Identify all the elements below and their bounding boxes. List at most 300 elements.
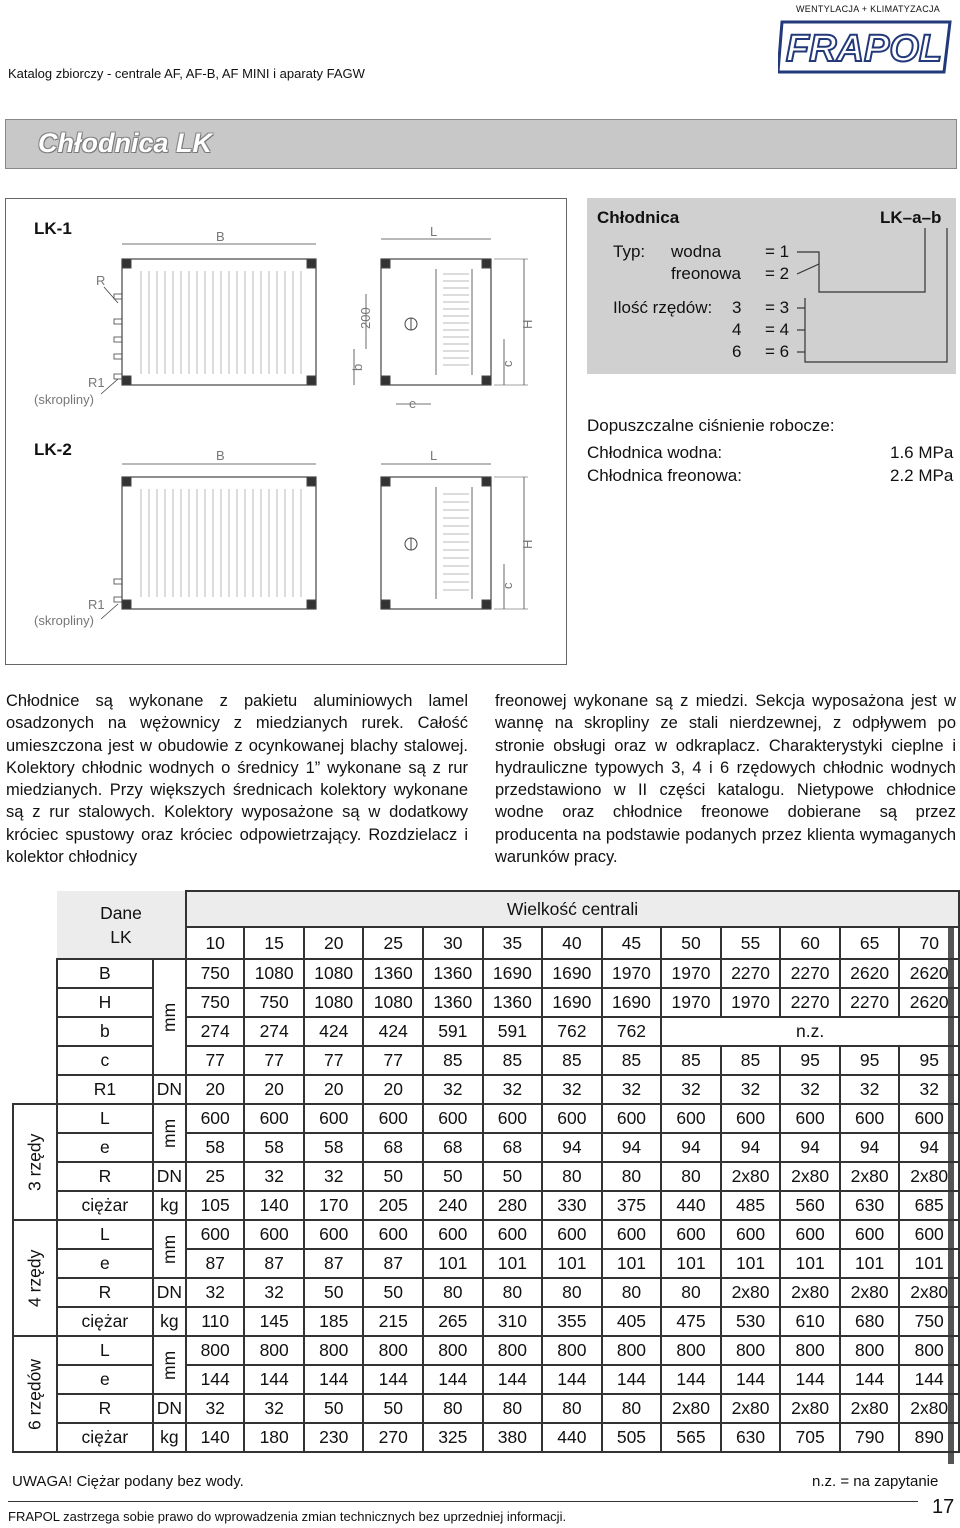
value-cell: 600 bbox=[186, 1220, 244, 1249]
value-cell: 762 bbox=[542, 1017, 602, 1046]
value-cell: 101 bbox=[661, 1249, 721, 1278]
value-cell: 705 bbox=[780, 1423, 840, 1452]
value-cell: 85 bbox=[542, 1046, 602, 1075]
row-unit: DN bbox=[153, 1075, 186, 1104]
value-cell: 144 bbox=[899, 1365, 959, 1394]
value-cell: 94 bbox=[899, 1133, 959, 1162]
value-cell: 32 bbox=[244, 1162, 304, 1191]
value-cell: 2x80 bbox=[661, 1394, 721, 1423]
value-cell: 110 bbox=[186, 1307, 244, 1336]
row-unit: kg bbox=[153, 1423, 186, 1452]
nz-note: n.z. = na zapytanie bbox=[812, 1473, 939, 1490]
rows-option-code: = 3 bbox=[765, 298, 790, 317]
value-cell: 600 bbox=[244, 1220, 304, 1249]
value-cell: 32 bbox=[899, 1075, 959, 1104]
table-row bbox=[13, 1278, 959, 1307]
typ-option-name: wodna bbox=[671, 242, 722, 261]
value-cell: 32 bbox=[602, 1075, 662, 1104]
value-cell: 2x80 bbox=[721, 1162, 781, 1191]
value-cell: 101 bbox=[780, 1249, 840, 1278]
table-row bbox=[13, 1307, 959, 1336]
catalog-title: Katalog zbiorczy - centrale AF, AF-B, AF MINI i aparaty FAGW bbox=[8, 66, 365, 81]
value-cell: 58 bbox=[304, 1133, 364, 1162]
value-cell: 50 bbox=[423, 1162, 483, 1191]
code-box bbox=[587, 198, 956, 374]
value-cell: 80 bbox=[602, 1394, 662, 1423]
rows-option-name: 6 bbox=[732, 342, 742, 361]
value-cell: 2x80 bbox=[780, 1162, 840, 1191]
value-cell: 32 bbox=[244, 1394, 304, 1423]
value-cell: 600 bbox=[602, 1104, 662, 1133]
value-cell: 32 bbox=[840, 1075, 900, 1104]
row-label: ciężar bbox=[57, 1191, 153, 1220]
value-cell: 800 bbox=[899, 1336, 959, 1365]
row-label: e bbox=[57, 1133, 153, 1162]
value-cell: 94 bbox=[780, 1133, 840, 1162]
row-label: L bbox=[57, 1336, 153, 1365]
blank-cell bbox=[13, 1017, 57, 1046]
value-cell: 440 bbox=[542, 1423, 602, 1452]
value-cell: 600 bbox=[721, 1104, 781, 1133]
lk1-front-view bbox=[101, 244, 316, 394]
size-header-cell: 20 bbox=[304, 927, 364, 959]
value-cell: 355 bbox=[542, 1307, 602, 1336]
value-cell: 2620 bbox=[899, 988, 959, 1017]
corner-line1: Dane bbox=[100, 902, 142, 923]
description-col1: Chłodnice są wykonane z pakietu aluminiowych lamel osadzonych na wężownicy z miedzianych rurek. Całość umieszczona jest w obudowie z ocynkowanej blachy stalowej. Kolektory chłodnic wodnych o średnicy 1” wykonane są z rur miedzianych. Przy większych średnicach kolektory wykonane są z rur stalowych. Kolektory wyposażone są w dodatkowy króciec spustowy oraz króciec odpowietrzający. Rozdzielacz i kolektor chłodnicy bbox=[6, 692, 468, 867]
value-cell: 530 bbox=[721, 1307, 781, 1336]
value-cell: 800 bbox=[721, 1336, 781, 1365]
value-cell: 800 bbox=[483, 1336, 543, 1365]
value-cell: 144 bbox=[661, 1365, 721, 1394]
value-cell: 85 bbox=[423, 1046, 483, 1075]
group-label: 6 rzędów bbox=[13, 1336, 57, 1452]
value-cell: 144 bbox=[721, 1365, 781, 1394]
value-cell: 87 bbox=[186, 1249, 244, 1278]
value-cell: 144 bbox=[244, 1365, 304, 1394]
pressure-label: Chłodnica wodna: bbox=[587, 443, 723, 462]
value-cell: 205 bbox=[363, 1191, 423, 1220]
value-cell: 94 bbox=[840, 1133, 900, 1162]
value-cell: 1690 bbox=[542, 988, 602, 1017]
value-cell: 144 bbox=[483, 1365, 543, 1394]
code-connector-lines bbox=[587, 198, 956, 374]
value-cell: 600 bbox=[780, 1220, 840, 1249]
value-cell: 50 bbox=[363, 1278, 423, 1307]
value-cell: 750 bbox=[186, 959, 244, 988]
value-cell: 87 bbox=[363, 1249, 423, 1278]
group-label: 4 rzędy bbox=[13, 1220, 57, 1336]
lk2-r1: R1 bbox=[88, 597, 105, 612]
value-cell: 800 bbox=[186, 1336, 244, 1365]
lk2-dim-l: L bbox=[430, 448, 438, 463]
value-cell: 800 bbox=[244, 1336, 304, 1365]
unit-cell: mm bbox=[153, 1104, 186, 1162]
value-cell: 80 bbox=[483, 1278, 543, 1307]
row-label: b bbox=[57, 1017, 153, 1046]
value-cell: 600 bbox=[542, 1104, 602, 1133]
na-cell: n.z. bbox=[661, 1017, 959, 1046]
size-header-cell: 10 bbox=[186, 927, 244, 959]
value-cell: 144 bbox=[780, 1365, 840, 1394]
value-cell: 405 bbox=[602, 1307, 662, 1336]
row-unit: DN bbox=[153, 1394, 186, 1423]
value-cell: 144 bbox=[542, 1365, 602, 1394]
size-header-cell: 40 bbox=[542, 927, 602, 959]
size-header-cell: 60 bbox=[780, 927, 840, 959]
value-cell: 80 bbox=[542, 1278, 602, 1307]
value-cell: 77 bbox=[186, 1046, 244, 1075]
lk1-dim-c: c bbox=[500, 360, 515, 367]
value-cell: 80 bbox=[661, 1278, 721, 1307]
value-cell: 240 bbox=[423, 1191, 483, 1220]
value-cell: 185 bbox=[304, 1307, 364, 1336]
value-cell: 180 bbox=[244, 1423, 304, 1452]
value-cell: 144 bbox=[423, 1365, 483, 1394]
value-cell: 310 bbox=[483, 1307, 543, 1336]
value-cell: 424 bbox=[304, 1017, 364, 1046]
value-cell: 50 bbox=[363, 1162, 423, 1191]
value-cell: 800 bbox=[304, 1336, 364, 1365]
value-cell: 144 bbox=[186, 1365, 244, 1394]
typ-option-code: = 1 bbox=[765, 242, 790, 261]
value-cell: 591 bbox=[483, 1017, 543, 1046]
row-unit: kg bbox=[153, 1307, 186, 1336]
value-cell: 50 bbox=[304, 1394, 364, 1423]
value-cell: 77 bbox=[244, 1046, 304, 1075]
value-cell: 1690 bbox=[483, 959, 543, 988]
value-cell: 600 bbox=[304, 1220, 364, 1249]
value-cell: 95 bbox=[840, 1046, 900, 1075]
table-row bbox=[13, 1336, 959, 1365]
size-header-cell: 25 bbox=[363, 927, 423, 959]
value-cell: 94 bbox=[542, 1133, 602, 1162]
size-header-cell: 15 bbox=[244, 927, 304, 959]
blank-cell bbox=[13, 1075, 57, 1104]
value-cell: 2270 bbox=[840, 988, 900, 1017]
value-cell: 1080 bbox=[304, 959, 364, 988]
value-cell: 215 bbox=[363, 1307, 423, 1336]
value-cell: 560 bbox=[780, 1191, 840, 1220]
lk1-dim-200: 200 bbox=[358, 307, 373, 329]
value-cell: 2x80 bbox=[780, 1394, 840, 1423]
size-header-cell: 50 bbox=[661, 927, 721, 959]
value-cell: 77 bbox=[363, 1046, 423, 1075]
value-cell: 600 bbox=[244, 1104, 304, 1133]
table-row bbox=[13, 959, 959, 988]
size-header-cell: 30 bbox=[423, 927, 483, 959]
value-cell: 101 bbox=[483, 1249, 543, 1278]
pressure-heading: Dopuszczalne ciśnienie robocze: bbox=[587, 416, 835, 435]
value-cell: 2270 bbox=[721, 959, 781, 988]
value-cell: 1970 bbox=[661, 959, 721, 988]
code-box-code: LK–a–b bbox=[880, 208, 942, 227]
data-table bbox=[12, 890, 960, 1453]
value-cell: 2270 bbox=[780, 959, 840, 988]
value-cell: 750 bbox=[186, 988, 244, 1017]
value-cell: 2x80 bbox=[899, 1394, 959, 1423]
value-cell: 750 bbox=[899, 1307, 959, 1336]
row-label: L bbox=[57, 1104, 153, 1133]
value-cell: 424 bbox=[363, 1017, 423, 1046]
value-cell: 565 bbox=[661, 1423, 721, 1452]
value-cell: 375 bbox=[602, 1191, 662, 1220]
value-cell: 2270 bbox=[780, 988, 840, 1017]
lk1-label: LK-1 bbox=[34, 219, 72, 238]
rows-label: Ilość rzędów: bbox=[613, 298, 713, 317]
value-cell: 600 bbox=[363, 1220, 423, 1249]
size-header-cell: 45 bbox=[602, 927, 662, 959]
row-label: ciężar bbox=[57, 1423, 153, 1452]
row-label: R bbox=[57, 1394, 153, 1423]
value-cell: 170 bbox=[304, 1191, 364, 1220]
value-cell: 32 bbox=[483, 1075, 543, 1104]
value-cell: 140 bbox=[244, 1191, 304, 1220]
value-cell: 20 bbox=[186, 1075, 244, 1104]
value-cell: 1360 bbox=[423, 959, 483, 988]
value-cell: 32 bbox=[186, 1278, 244, 1307]
lk2-skropliny: (skropliny) bbox=[34, 613, 94, 628]
value-cell: 2x80 bbox=[899, 1278, 959, 1307]
row-unit: kg bbox=[153, 1191, 186, 1220]
value-cell: 1690 bbox=[602, 988, 662, 1017]
footer-text: FRAPOL zastrzega sobie prawo do wprowadzenia zmian technicznych bez uprzedniej informacji. bbox=[8, 1509, 567, 1524]
value-cell: 270 bbox=[363, 1423, 423, 1452]
value-cell: 680 bbox=[840, 1307, 900, 1336]
frapol-logo bbox=[778, 14, 954, 76]
value-cell: 85 bbox=[483, 1046, 543, 1075]
value-cell: 95 bbox=[780, 1046, 840, 1075]
value-cell: 762 bbox=[602, 1017, 662, 1046]
value-cell: 87 bbox=[244, 1249, 304, 1278]
lk1-dim-h: H bbox=[520, 319, 535, 329]
value-cell: 144 bbox=[840, 1365, 900, 1394]
rows-option-code: = 4 bbox=[765, 320, 790, 339]
value-cell: 80 bbox=[602, 1278, 662, 1307]
value-cell: 20 bbox=[304, 1075, 364, 1104]
value-cell: 600 bbox=[304, 1104, 364, 1133]
value-cell: 2620 bbox=[840, 959, 900, 988]
value-cell: 80 bbox=[542, 1162, 602, 1191]
row-label: ciężar bbox=[57, 1307, 153, 1336]
value-cell: 144 bbox=[363, 1365, 423, 1394]
value-cell: 2x80 bbox=[840, 1162, 900, 1191]
pressure-value: 2.2 MPa bbox=[890, 466, 954, 485]
value-cell: 600 bbox=[899, 1104, 959, 1133]
typ-label: Typ: bbox=[613, 242, 646, 261]
row-label: R bbox=[57, 1162, 153, 1191]
typ-option-code: = 2 bbox=[765, 264, 790, 283]
lk2-dim-c: c bbox=[500, 582, 515, 589]
lk1-dim-e: e bbox=[409, 396, 417, 411]
value-cell: 280 bbox=[483, 1191, 543, 1220]
value-cell: 32 bbox=[186, 1394, 244, 1423]
value-cell: 140 bbox=[186, 1423, 244, 1452]
value-cell: 32 bbox=[721, 1075, 781, 1104]
table-row bbox=[13, 1220, 959, 1249]
lk2-dim-b: B bbox=[216, 448, 225, 463]
value-cell: 325 bbox=[423, 1423, 483, 1452]
value-cell: 475 bbox=[661, 1307, 721, 1336]
value-cell: 101 bbox=[602, 1249, 662, 1278]
value-cell: 105 bbox=[186, 1191, 244, 1220]
value-cell: 630 bbox=[721, 1423, 781, 1452]
unit-cell: mm bbox=[153, 959, 186, 1075]
row-unit: DN bbox=[153, 1278, 186, 1307]
value-cell: 600 bbox=[721, 1220, 781, 1249]
value-cell: 1080 bbox=[363, 988, 423, 1017]
value-cell: 2x80 bbox=[721, 1394, 781, 1423]
value-cell: 77 bbox=[304, 1046, 364, 1075]
value-cell: 750 bbox=[244, 988, 304, 1017]
value-cell: 94 bbox=[602, 1133, 662, 1162]
lk1-dim-b: B bbox=[216, 229, 225, 244]
value-cell: 20 bbox=[244, 1075, 304, 1104]
table-row bbox=[13, 1394, 959, 1423]
description-col2: freonowej wykonane są z miedzi. Sekcja wyposażona jest w wannę na skropliny ze stali nierdzewnej, z odpływem po stronie obsługi oraz w odkraplacz. Charakterystyki cieplne i hydrauliczne typowych 3, 4 i 6 rzędowych chłodnic wodnych przedstawiono w II części katalogu. Nietypowe chłodnice wodne oraz chłodnice freonowe dobierane są przez producenta na podstawie podanych przez klienta wymaganych warunków pracy. bbox=[495, 692, 956, 867]
table-row bbox=[13, 1075, 959, 1104]
value-cell: 80 bbox=[423, 1278, 483, 1307]
value-cell: 50 bbox=[304, 1278, 364, 1307]
table-row bbox=[13, 1162, 959, 1191]
value-cell: 80 bbox=[602, 1162, 662, 1191]
unit-cell: mm bbox=[153, 1336, 186, 1394]
pressure-label: Chłodnica freonowa: bbox=[587, 466, 742, 485]
value-cell: 600 bbox=[840, 1220, 900, 1249]
value-cell: 58 bbox=[244, 1133, 304, 1162]
value-cell: 94 bbox=[721, 1133, 781, 1162]
value-cell: 380 bbox=[483, 1423, 543, 1452]
value-cell: 95 bbox=[899, 1046, 959, 1075]
lk1-dim-l: L bbox=[430, 224, 438, 239]
lk2-dim-h: H bbox=[520, 539, 535, 549]
value-cell: 32 bbox=[304, 1162, 364, 1191]
value-cell: 591 bbox=[423, 1017, 483, 1046]
value-cell: 230 bbox=[304, 1423, 364, 1452]
value-cell: 80 bbox=[542, 1394, 602, 1423]
value-cell: 87 bbox=[304, 1249, 364, 1278]
value-cell: 68 bbox=[363, 1133, 423, 1162]
value-cell: 630 bbox=[840, 1191, 900, 1220]
value-cell: 2620 bbox=[899, 959, 959, 988]
value-cell: 485 bbox=[721, 1191, 781, 1220]
value-cell: 101 bbox=[423, 1249, 483, 1278]
value-cell: 58 bbox=[186, 1133, 244, 1162]
table-header-row bbox=[13, 891, 959, 927]
value-cell: 600 bbox=[542, 1220, 602, 1249]
blank-cell bbox=[13, 959, 57, 988]
value-cell: 144 bbox=[304, 1365, 364, 1394]
rows-option-code: = 6 bbox=[765, 342, 790, 361]
row-label: H bbox=[57, 988, 153, 1017]
value-cell: 1970 bbox=[661, 988, 721, 1017]
size-header-cell: 70 bbox=[899, 927, 959, 959]
row-unit: DN bbox=[153, 1162, 186, 1191]
row-label: e bbox=[57, 1249, 153, 1278]
group-label: 3 rzędy bbox=[13, 1104, 57, 1220]
value-cell: 101 bbox=[542, 1249, 602, 1278]
value-cell: 2x80 bbox=[840, 1394, 900, 1423]
pressure-value: 1.6 MPa bbox=[890, 443, 954, 462]
corner-line2: LK bbox=[110, 926, 132, 947]
value-cell: 94 bbox=[661, 1133, 721, 1162]
table-row bbox=[13, 1104, 959, 1133]
value-cell: 505 bbox=[602, 1423, 662, 1452]
value-cell: 1360 bbox=[483, 988, 543, 1017]
row-label: B bbox=[57, 959, 153, 988]
value-cell: 80 bbox=[661, 1162, 721, 1191]
row-label: L bbox=[57, 1220, 153, 1249]
lk2-label: LK-2 bbox=[34, 440, 72, 459]
value-cell: 1360 bbox=[363, 959, 423, 988]
blank-cell bbox=[13, 1046, 57, 1075]
value-cell: 1970 bbox=[721, 988, 781, 1017]
value-cell: 1690 bbox=[542, 959, 602, 988]
lk1-dim-b-small: b bbox=[350, 363, 365, 371]
value-cell: 800 bbox=[661, 1336, 721, 1365]
table-row bbox=[13, 1423, 959, 1452]
value-cell: 330 bbox=[542, 1191, 602, 1220]
warning-note: UWAGA! Ciężar podany bez wody. bbox=[12, 1473, 244, 1490]
value-cell: 600 bbox=[483, 1104, 543, 1133]
value-cell: 600 bbox=[423, 1220, 483, 1249]
value-cell: 50 bbox=[363, 1394, 423, 1423]
footer-rule bbox=[8, 1501, 918, 1502]
value-cell: 600 bbox=[899, 1220, 959, 1249]
value-cell: 600 bbox=[661, 1104, 721, 1133]
value-cell: 274 bbox=[244, 1017, 304, 1046]
page-number: 17 bbox=[932, 1496, 955, 1518]
value-cell: 101 bbox=[721, 1249, 781, 1278]
blank-cell bbox=[13, 988, 57, 1017]
lk1-r1: R1 bbox=[88, 375, 105, 390]
value-cell: 2x80 bbox=[721, 1278, 781, 1307]
value-cell: 68 bbox=[483, 1133, 543, 1162]
value-cell: 800 bbox=[423, 1336, 483, 1365]
value-cell: 2x80 bbox=[899, 1162, 959, 1191]
size-header-cell: 65 bbox=[840, 927, 900, 959]
group-header: Wielkość centrali bbox=[186, 891, 959, 927]
value-cell: 80 bbox=[483, 1394, 543, 1423]
value-cell: 144 bbox=[602, 1365, 662, 1394]
value-cell: 600 bbox=[483, 1220, 543, 1249]
lk1-dim-r: R bbox=[96, 273, 106, 288]
value-cell: 440 bbox=[661, 1191, 721, 1220]
size-header-cell: 35 bbox=[483, 927, 543, 959]
value-cell: 2x80 bbox=[840, 1278, 900, 1307]
logo-tagline: WENTYLACJA + KLIMATYZACJA bbox=[796, 4, 941, 14]
size-header-cell: 55 bbox=[721, 927, 781, 959]
value-cell: 32 bbox=[661, 1075, 721, 1104]
value-cell: 685 bbox=[899, 1191, 959, 1220]
value-cell: 80 bbox=[423, 1394, 483, 1423]
lk2-front-view bbox=[101, 464, 316, 619]
unit-cell: mm bbox=[153, 1220, 186, 1278]
row-label: R bbox=[57, 1278, 153, 1307]
value-cell: 101 bbox=[840, 1249, 900, 1278]
value-cell: 790 bbox=[840, 1423, 900, 1452]
value-cell: 610 bbox=[780, 1307, 840, 1336]
section-title: Chłodnica LK bbox=[38, 128, 212, 158]
value-cell: 600 bbox=[780, 1104, 840, 1133]
value-cell: 85 bbox=[602, 1046, 662, 1075]
value-cell: 20 bbox=[363, 1075, 423, 1104]
section-title-bar bbox=[5, 119, 957, 169]
rows-option-name: 4 bbox=[732, 320, 742, 339]
value-cell: 32 bbox=[780, 1075, 840, 1104]
table-corner bbox=[57, 891, 186, 959]
value-cell: 1360 bbox=[423, 988, 483, 1017]
